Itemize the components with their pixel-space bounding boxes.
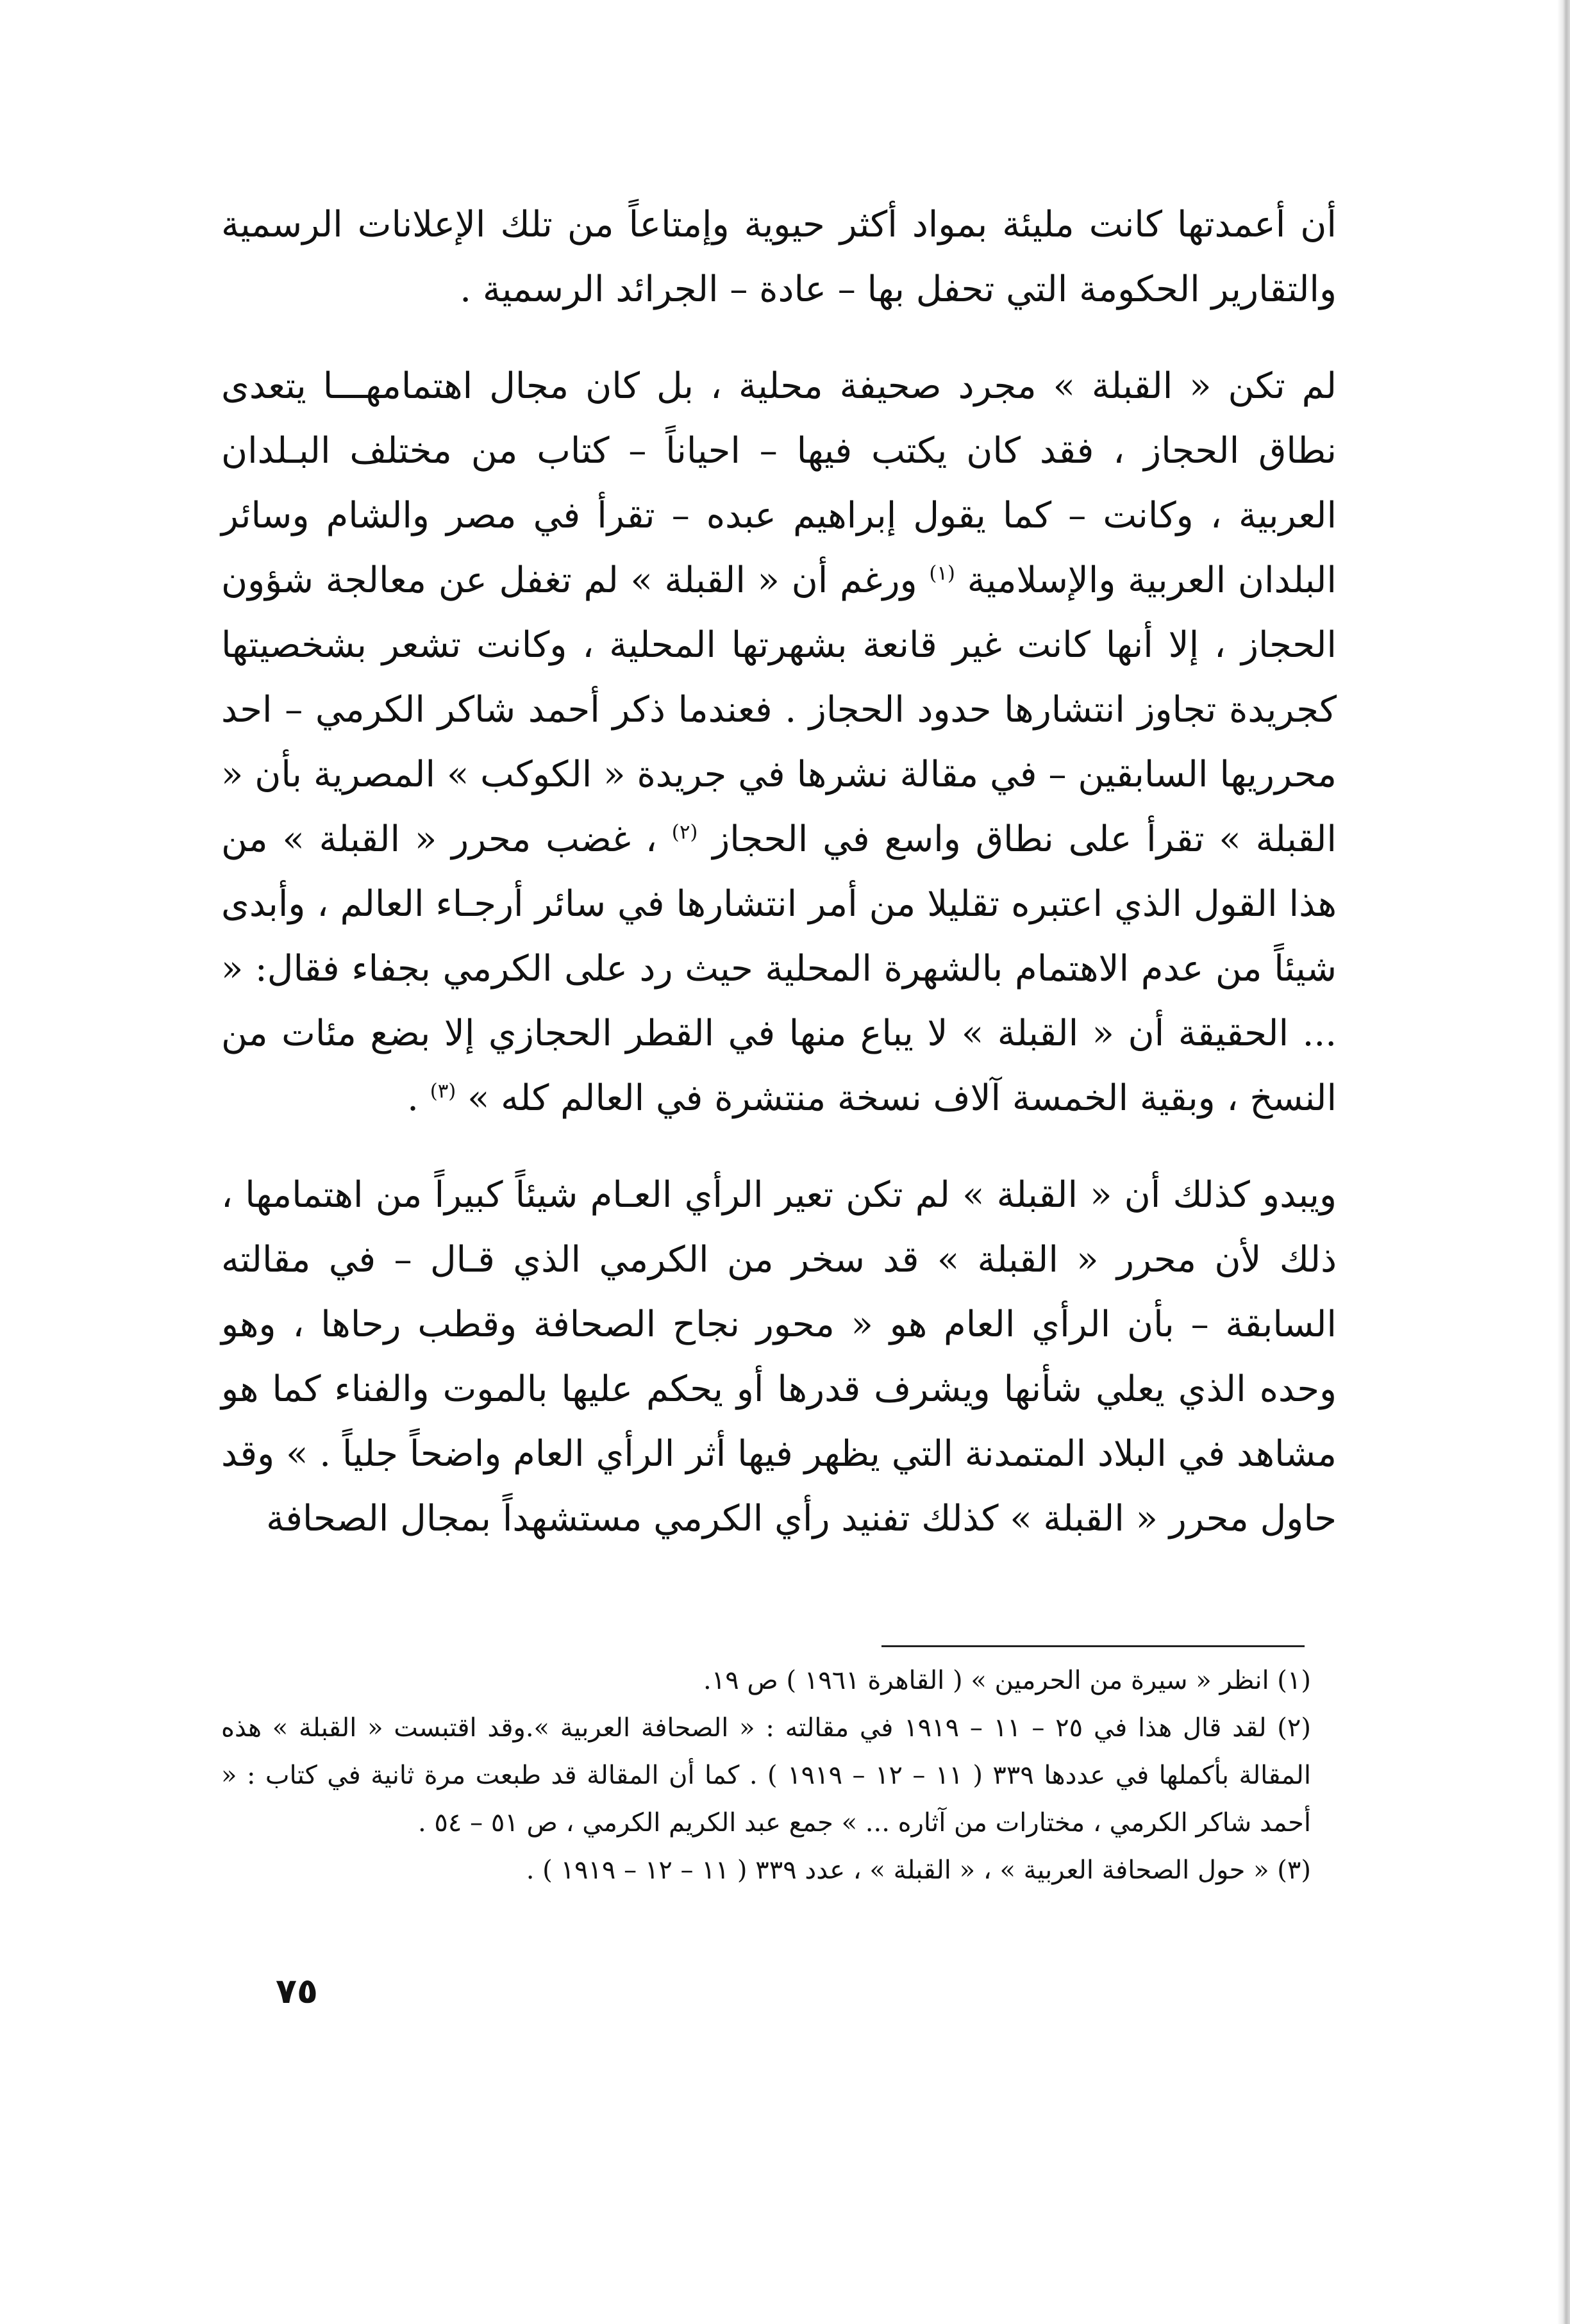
- page-number: ٧٥: [276, 1971, 318, 2011]
- footnote-ref-1: (١): [929, 561, 955, 585]
- paragraph-2-text-b: ورغم أن « القبلة » لم تغفل عن معالجة شؤون الحجاز ، إلا أنها كانت غير قانعة بشهرتها المحلية ، وكانت تشعر بشخصيتها كجريدة تجاوز انتشارها حدود الحجاز . فعندما ذكر أحمد شاكر الكرمي – احد محرريها السابقين – في مقالة نشرها في جريدة « الكوكب » المصرية بأن « القبلة » تقرأ على نطاق واسع في الحجاز: [221, 560, 1337, 860]
- paragraph-1-text: أن أعمدتها كانت مليئة بمواد أكثر حيوية وإمتاعاً من تلك الإعلانات الرسمية والتقارير الحكومة التي تحفل بها – عادة – الجرائد الرسمية .: [221, 204, 1337, 310]
- paragraph-2: [221, 354, 1337, 1131]
- paragraph-3: [221, 1163, 1337, 1551]
- main-text: [221, 192, 1337, 1583]
- footnote-2: (٢) لقد قال هذا في ٢٥ – ١١ – ١٩١٩ في مقالته : « الصحافة العربية ».وقد اقتبست « القبلة » هذه المقالة بأكملها في عددها ٣٣٩ ( ١١ – ١٢ – ١٩١٩ ) . كما أن المقالة قد طبعت مرة ثانية في كتاب : « أحمد شاكر الكرمي ، مختارات من آثاره ... » جمع عبد الكريم الكرمي ، ص ٥١ – ٥٤ .: [221, 1713, 1311, 1838]
- footnote-3: (٣) « حول الصحافة العربية » ، « القبلة » ، عدد ٣٣٩ ( ١١ – ١٢ – ١٩١٩ ) .: [526, 1855, 1311, 1885]
- scan-edge-shadow: [1557, 0, 1570, 2324]
- footnote-ref-2: (٢): [671, 820, 698, 844]
- paragraph-2-text-a: لم تكن « القبلة » مجرد صحيفة محلية ، بل كان مجال اهتمامهـــا يتعدى نطاق الحجاز ، فقد كان يكتب فيها – احياناً – كتاب من مختلف البـلدان العربية ، وكانت – كما يقول إبراهيم عبده – تقرأ في مصر والشام وسائر البلدان العربية والإسلامية: [221, 365, 1337, 601]
- paragraph-2-text-d: .: [407, 1077, 419, 1119]
- paragraph-1: [221, 192, 1337, 322]
- footnote-1: (١) انظر « سيرة من الحرمين » ( القاهرة ١٩٦١ ) ص ١٩.: [703, 1666, 1311, 1695]
- footnotes: [221, 1657, 1311, 1894]
- paragraph-2-text-c: ، غضب محرر « القبلة » من هذا القول الذي اعتبره تقليلا من أمر انتشارها في سائر أرجـاء العالم ، وأبدى شيئاً من عدم الاهتمام بالشهرة المحلية حيث رد على الكرمي بجفاء فقال: « ... الحقيقة أن « القبلة » لا يباع منها في القطر الحجازي إلا بضع مئات من النسخ ، وبقية الخمسة آلاف نسخة منتشرة في العالم كله »: [221, 818, 1337, 1119]
- paragraph-3-text: ويبدو كذلك أن « القبلة » لم تكن تعير الرأي العـام شيئاً كبيراً من اهتمامها ، ذلك لأن محرر « القبلة » قد سخر من الكرمي الذي قـال – في مقالته السابقة – بأن الرأي العام هو « محور نجاح الصحافة وقطب رحاها ، وهو وحده الذي يعلي شأنها ويشرف قدرها أو يحكم عليها بالموت والفناء كما هو مشاهد في البلاد المتمدنة التي يظهر فيها أثر الرأي العام واضحاً جلياً . » وقد حاول محرر « القبلة » كذلك تفنيد رأي الكرمي مستشهداً بمجال الصحافة: [221, 1174, 1337, 1540]
- footnote-divider: [881, 1645, 1305, 1647]
- footnote-ref-3: (٣): [430, 1079, 456, 1103]
